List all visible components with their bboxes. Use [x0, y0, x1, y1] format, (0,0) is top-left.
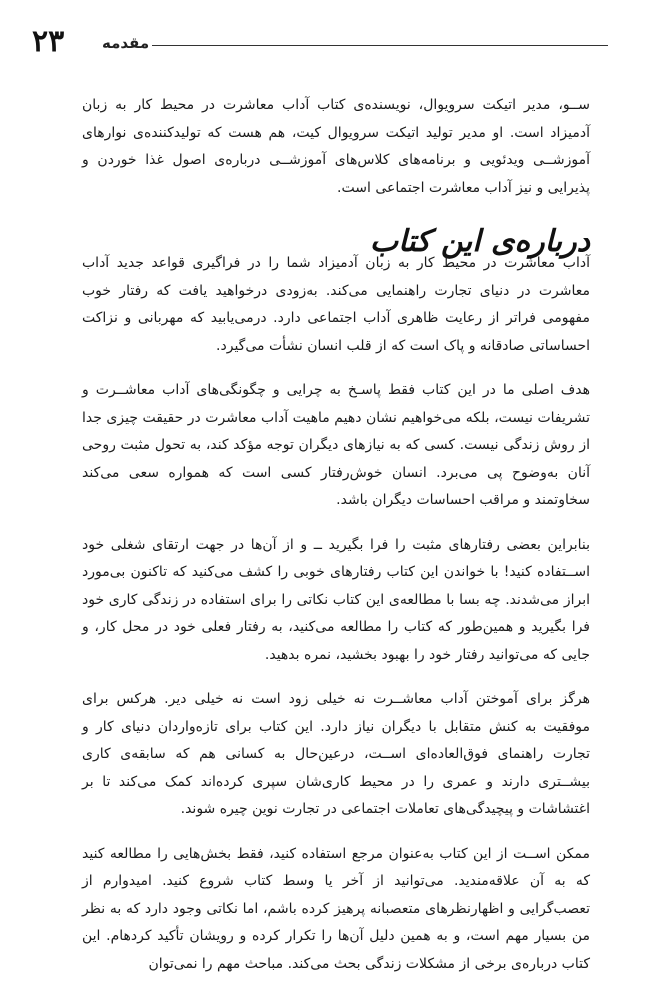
page-number: ۲۳: [32, 24, 65, 59]
paragraph-1: آداب معاشرت در محیط کار به زبان آدمیزاد شما را در فراگیری قواعد جدید آداب معاشرت در دنیای تجارت راهنمایی می‌کند. به‌زودی درخواهید یافت که رفتار خوب مفهومی فراتر از رعایت ظاهری آداب اجتماعی دارد. درمی‌یابید که مهربانی و نزاکت احساساتی صادقانه و پاک است که از قلب انسان نشأت می‌گیرد.: [82, 255, 590, 354]
running-header: [32, 24, 608, 64]
paragraph-4: هرگز برای آموختن آداب معاشــرت نه خیلی زود است نه خیلی دیر. هرکس برای موفقیت به کنش متقابل با دیگران نیاز دارد. این کتاب برای تازه‌واردان دنیای کار و تجارت راهنمای فوق‌العاده‌ای اســت، درعین‌حال به کسانی هم که سابقه‌ی کاری بیشــتری دارند و عمری را در محیط کاری‌شان سپری کرده‌اند کمک می‌کند تا بر اغتشاشات و پیچیدگی‌های تعاملات اجتماعی در تجارت نوین چیره شوند.: [82, 691, 590, 817]
intro-paragraph: ســو، مدیر اتیکت سرویوال، نویسنده‌ی کتاب آداب معاشرت در محیط کار به زبان آدمیزاد است. او مدیر تولید اتیکت سرویوال کیت، هم هست که تولیدکننده‌ی نوارهای آموزشــی ویدئویی و برنامه‌های کلاس‌های آموزشــی درباره‌ی اصول غذا خوردن و پذیرایی و نیز آداب معاشرت اجتماعی است.: [82, 97, 590, 196]
paragraph-2: هدف اصلی ما در این کتاب فقط پاسـخ به چرایی و چگونگی‌های آداب معاشــرت و تشریفات نیست، بلکه می‌خواهیم نشان دهیم ماهیت آداب معاشرت در حقیقت چیزی جدا از روش زندگی نیست. کسی که به نیازهای دیگران توجه مؤکد کند، به تحول مثبت روحی آنان به‌وضوح پی می‌برد. انسان خوش‌رفتار کسی است که همواره سعی می‌کند سخاوتمند و مراقب احساسات دیگران باشد.: [82, 382, 590, 508]
paragraph-3: بنابراین بعضی رفتارهای مثبت را فرا بگیرید ــ و از آن‌ها در جهت ارتقای شغلی خود اســتفاده کنید! با خواندن این کتاب رفتارهای خوبی را کشف می‌کنید که تاکنون بی‌مورد ابراز می‌شدند. چه بسا با مطالعه‌ی این کتاب نکاتی را برای استفاده در زندگی کاری خود فرا بگیرید و همین‌طور که کتاب را مطالعه می‌کنید، به رفتار فعلی خود در محل کار، و جایی که می‌توانید رفتار خود را بهبود بخشید، نمره بدهید.: [82, 536, 590, 663]
header-rule: [152, 45, 608, 46]
section-heading: درباره‌ی این کتاب: [369, 224, 590, 259]
paragraph-5: ممکن اســت از این کتاب به‌عنوان مرجع استفاده کنید، فقط بخش‌هایی را مطالعه کنید که به آن علاقه‌مندید. می‌توانید از آخر یا وسط کتاب شروع کنید. امیدوارم از تعصب‌گرایی و اظهارنظرهای متعصبانه پرهیز کرده باشم، اما نکاتی وجود دارد که به نظر من بسیار مهم است، و به همین دلیل آن‌ها را تکرار کرده و رویشان تأکید کردهام. این کتاب درباره‌ی برخی از مشکلات زندگی بحث می‌کند. مباحث مهم را نمی‌توان: [82, 845, 590, 972]
body-text: [82, 92, 590, 995]
chapter-name: مقدمه: [102, 34, 150, 52]
